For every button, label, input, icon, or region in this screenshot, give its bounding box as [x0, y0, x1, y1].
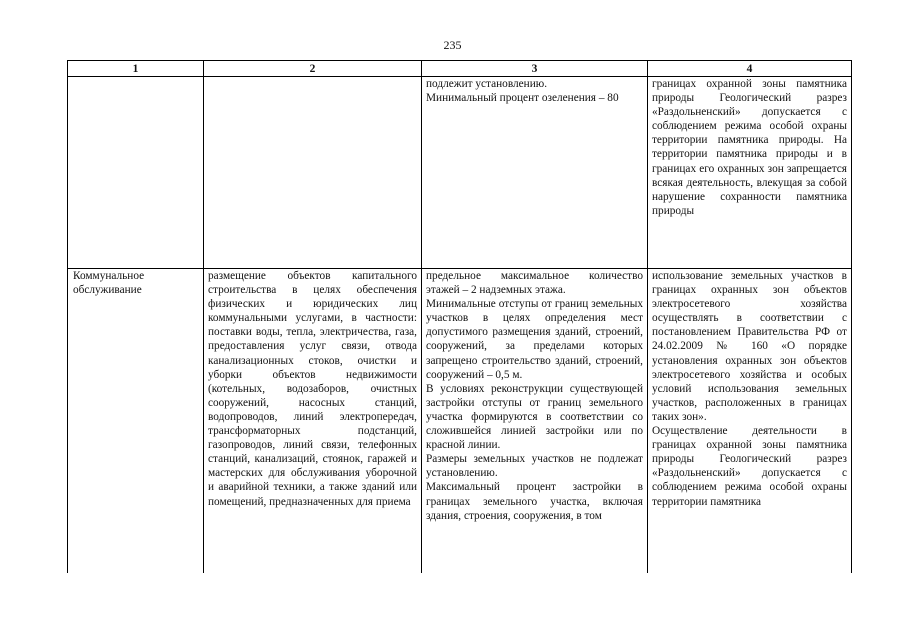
table-row — [68, 269, 852, 574]
column-header-4: 4 — [648, 61, 852, 77]
cell-paragraph: границах охранной зоны памятника природы Геологический разрез «Раздольненский» допускается с соблюдением режима особой охраны территории памятника природы. На территории памятника природы и в границах его охранных зон запрещается всякая деятельность, влекущая за собой нарушение сохранности памятника природы — [652, 78, 847, 217]
cell-parameters — [422, 77, 648, 269]
cell-paragraph: предельное максимальное количество этажей – 2 надземных этажа. — [426, 270, 643, 297]
cell-paragraph: Максимальный процент застройки в границах земельного участка, включая здания, строения, сооружения, в том — [426, 481, 643, 522]
table-header-row — [68, 61, 852, 77]
cell-land-use-type — [68, 77, 204, 269]
column-header-1: 1 — [68, 61, 204, 77]
cell-paragraph: размещение объектов капитального строительства в целях обеспечения физических и юридических лиц коммунальными услугами, в частности: поставки воды, тепла, электричества, газа, предоставления услуг связи, отвода канализационных стоков, очистки и уборки объектов недвижимости (котельных, водозаборов, очистных сооружений, насосных станций, водопроводов, линий электропередач, трансформаторных подстанций, газопроводов, линий связи, телефонных станций, канализаций, стоянок, гаражей и мастерских для обслуживания уборочной и аварийной техники, а также зданий или помещений, предназначенных для приема — [208, 270, 417, 508]
cell-paragraph: подлежит установлению. — [426, 78, 548, 90]
cell-restrictions — [648, 269, 852, 574]
cell-paragraph: Осуществление деятельности в границах охранной зоны памятника природы Геологический разрез «Раздольненский» допускается с соблюдением режима особой охраны территории памятника — [652, 425, 847, 508]
cell-paragraph: использование земельных участков в границах охранных зон объектов электросетевого хозяйства осуществлять в соответствии с постановлением Правительства РФ от 24.02.2009 № 160 «О порядке установления охранных зон объектов электросетевого хозяйства и особых условий использования земельных участков, расположенных в границах таких зон». — [652, 270, 847, 423]
cell-paragraph: Минимальный процент озеленения – 80 — [426, 92, 619, 105]
cell-permitted-use — [204, 269, 422, 574]
cell-paragraph: В условиях реконструкции существующей застройки отступы от границ земельного участка формируются в соответствии со сложившейся линией застройки или по красной линии. — [426, 382, 643, 452]
cell-land-use-type: Коммунальное обслуживание — [68, 269, 204, 574]
cell-paragraph: Минимальные отступы от границ земельных участков в целях определения мест допустимого размещения зданий, строений, сооружений, за пределами которых запрещено строительство зданий, строений, сооружений – 0,5 м. — [426, 298, 643, 381]
table-row — [68, 77, 852, 269]
cell-permitted-use — [204, 77, 422, 269]
page-number: 235 — [443, 38, 462, 52]
column-header-2: 2 — [204, 61, 422, 77]
column-header-3: 3 — [422, 61, 648, 77]
cell-restrictions — [648, 77, 852, 269]
regulations-table — [67, 60, 852, 573]
cell-parameters — [422, 269, 648, 574]
cell-paragraph: Размеры земельных участков не подлежат установлению. — [426, 453, 643, 480]
